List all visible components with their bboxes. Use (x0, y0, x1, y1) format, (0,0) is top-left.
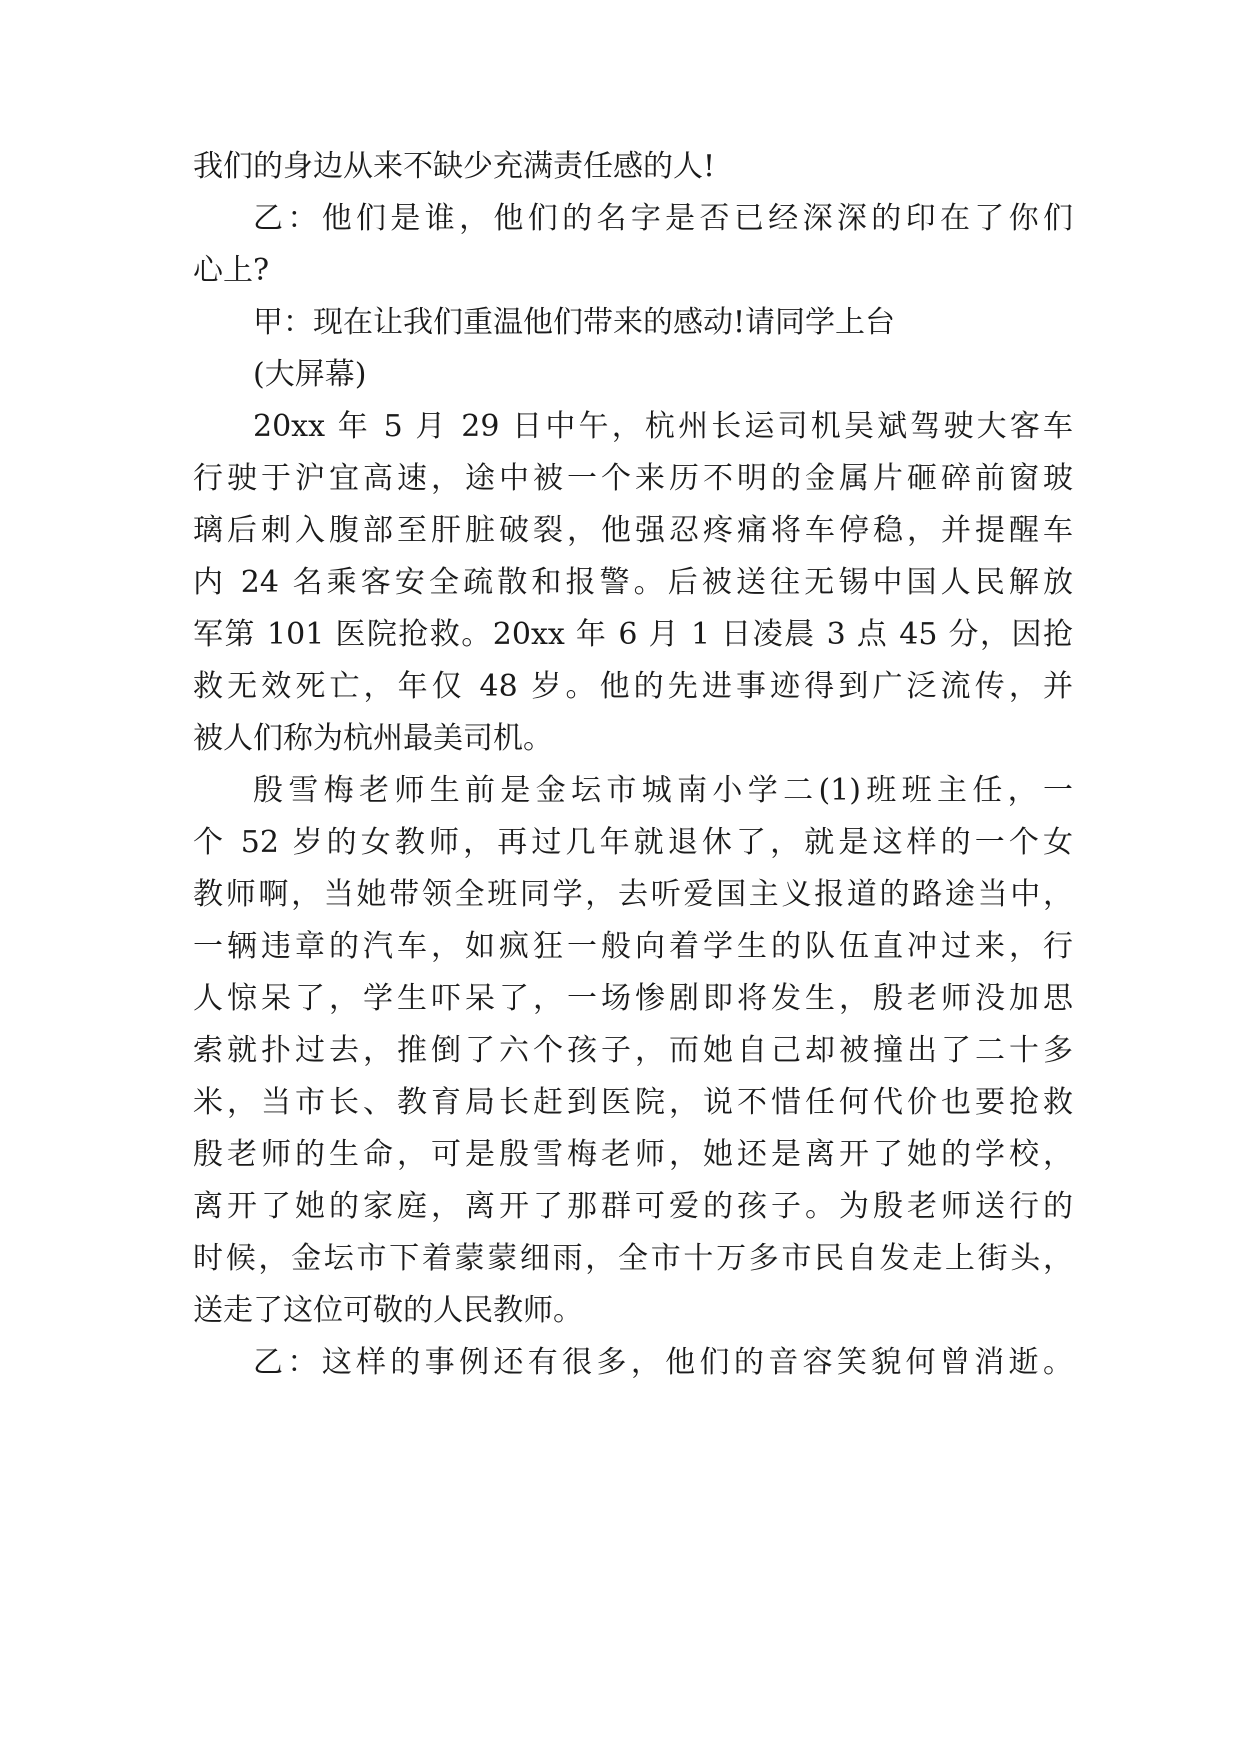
text-line: 个 52 岁的女教师，再过几年就退休了，就是这样的一个女 (193, 825, 1073, 860)
text-line: 索就扑过去，推倒了六个孩子，而她自己却被撞出了二十多 (193, 1033, 1073, 1068)
text-line: 救无效死亡，年仅 48 岁。他的先进事迹得到广泛流传，并 (193, 669, 1073, 704)
text-line: 军第 101 医院抢救。20xx 年 6 月 1 日凌晨 3 点 45 分，因抢 (193, 617, 1073, 652)
text-line: 离开了她的家庭，离开了那群可爱的孩子。为殷老师送行的 (193, 1189, 1073, 1224)
text-line: 心上? (193, 253, 270, 288)
text-line: 20xx 年 5 月 29 日中午，杭州长运司机吴斌驾驶大客车 (253, 409, 1073, 444)
text-line: 行驶于沪宜高速，途中被一个来历不明的金属片砸碎前窗玻 (193, 461, 1073, 496)
text-line: 内 24 名乘客安全疏散和报警。后被送往无锡中国人民解放 (193, 565, 1073, 600)
text-line: (大屏幕) (253, 357, 367, 392)
text-line: 教师啊，当她带领全班同学，去听爱国主义报道的路途当中， (193, 877, 1073, 912)
text-line: 璃后刺入腹部至肝脏破裂，他强忍疼痛将车停稳，并提醒车 (193, 513, 1073, 548)
text-line: 人惊呆了，学生吓呆了，一场惨剧即将发生，殷老师没加思 (193, 981, 1073, 1016)
text-line: 殷雪梅老师生前是金坛市城南小学二(1)班班主任，一 (253, 773, 1073, 808)
text-line: 甲：现在让我们重温他们带来的感动!请同学上台 (253, 305, 896, 340)
text-line: 我们的身边从来不缺少充满责任感的人! (193, 149, 716, 184)
text-line: 乙：他们是谁，他们的名字是否已经深深的印在了你们 (253, 201, 1073, 236)
text-line: 殷老师的生命，可是殷雪梅老师，她还是离开了她的学校， (193, 1137, 1073, 1172)
text-line: 被人们称为杭州最美司机。 (193, 721, 553, 756)
text-line: 时候，金坛市下着蒙蒙细雨，全市十万多市民自发走上街头， (193, 1241, 1073, 1276)
text-line: 送走了这位可敬的人民教师。 (193, 1293, 583, 1328)
text-line: 一辆违章的汽车，如疯狂一般向着学生的队伍直冲过来，行 (193, 929, 1073, 964)
text-line: 乙：这样的事例还有很多，他们的音容笑貌何曾消逝。 (253, 1345, 1073, 1380)
text-line: 米，当市长、教育局长赶到医院，说不惜任何代价也要抢救 (193, 1085, 1073, 1120)
